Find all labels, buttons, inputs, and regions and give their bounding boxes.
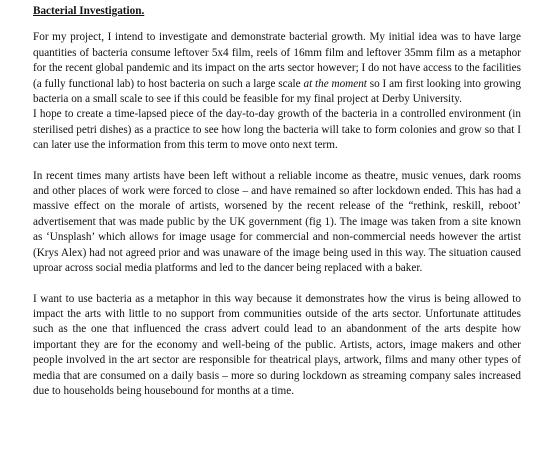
paragraph-artists-income: In recent times many artists have been left without a reliable income as theatre, music venues, dark rooms and other places of work were forced to close – and have remained so after lockdown ended. This has had a massive effect on the morale of artists, worsened by the recent release of the “rethink, reskill, reboot’ advertisement that was made public by the UK government (fig 1). The image was taken from a site known as ‘Unsplash’ which allows for image usage for commercial and non-commercial needs however the artist (Krys Alex) had not agreed prior and was unaware of the image being used in this way. The situation caused uproar across social media platforms and led to the dancer being replaced with a baker.	[33, 169, 521, 275]
paragraph-text: so I am first looking into growing bacteria on a small scale to see if this could be feasible for my final project at Derby University.	[33, 77, 521, 106]
paragraph-project-intent	[33, 30, 521, 107]
paragraph-gap	[33, 277, 521, 292]
paragraph-bacteria-metaphor: I want to use bacteria as a metaphor in this way because it demonstrates how the virus is being allowed to impact the arts with little to no support from communities outside of the arts sector. Unfortunate attitudes such as the one that influenced the crass advert could lead to an abandonment of the arts despite how important they are for the economy and well-being of the public. Artists, actors, image makers and other people involved in the art sector are responsible for theatrical plays, artwork, films and many other types of media that are consumed on a daily basis – more so during lockdown as streaming company sales increased due to households being housebound for months at a time.	[33, 292, 521, 397]
paragraph-text: For my project, I intend to investigate and demonstrate bacterial growth. My initial idea was to have large quantities of bacteria consume leftover 5x4 film, reels of 16mm film and leftover 35mm film as a metaphor for the recent global pandemic and its impact on the arts sector however; I do not have access to the facilities (a fully functional lab) to host bacteria on such a large scale	[33, 31, 521, 90]
paragraph-gap	[33, 154, 521, 169]
document-title: Bacterial Investigation.	[33, 5, 145, 17]
paragraph-timelapse: I hope to create a time-lapsed piece of the day-to-day growth of the bacteria in a controlled environment (in sterilised petri dishes) as a practice to see how long the bacteria will take to form colonies and grow so that I can later use the information from this term to move onto next term.	[33, 108, 521, 152]
emphasis-text: at the moment	[303, 77, 367, 90]
document-page	[33, 4, 521, 399]
